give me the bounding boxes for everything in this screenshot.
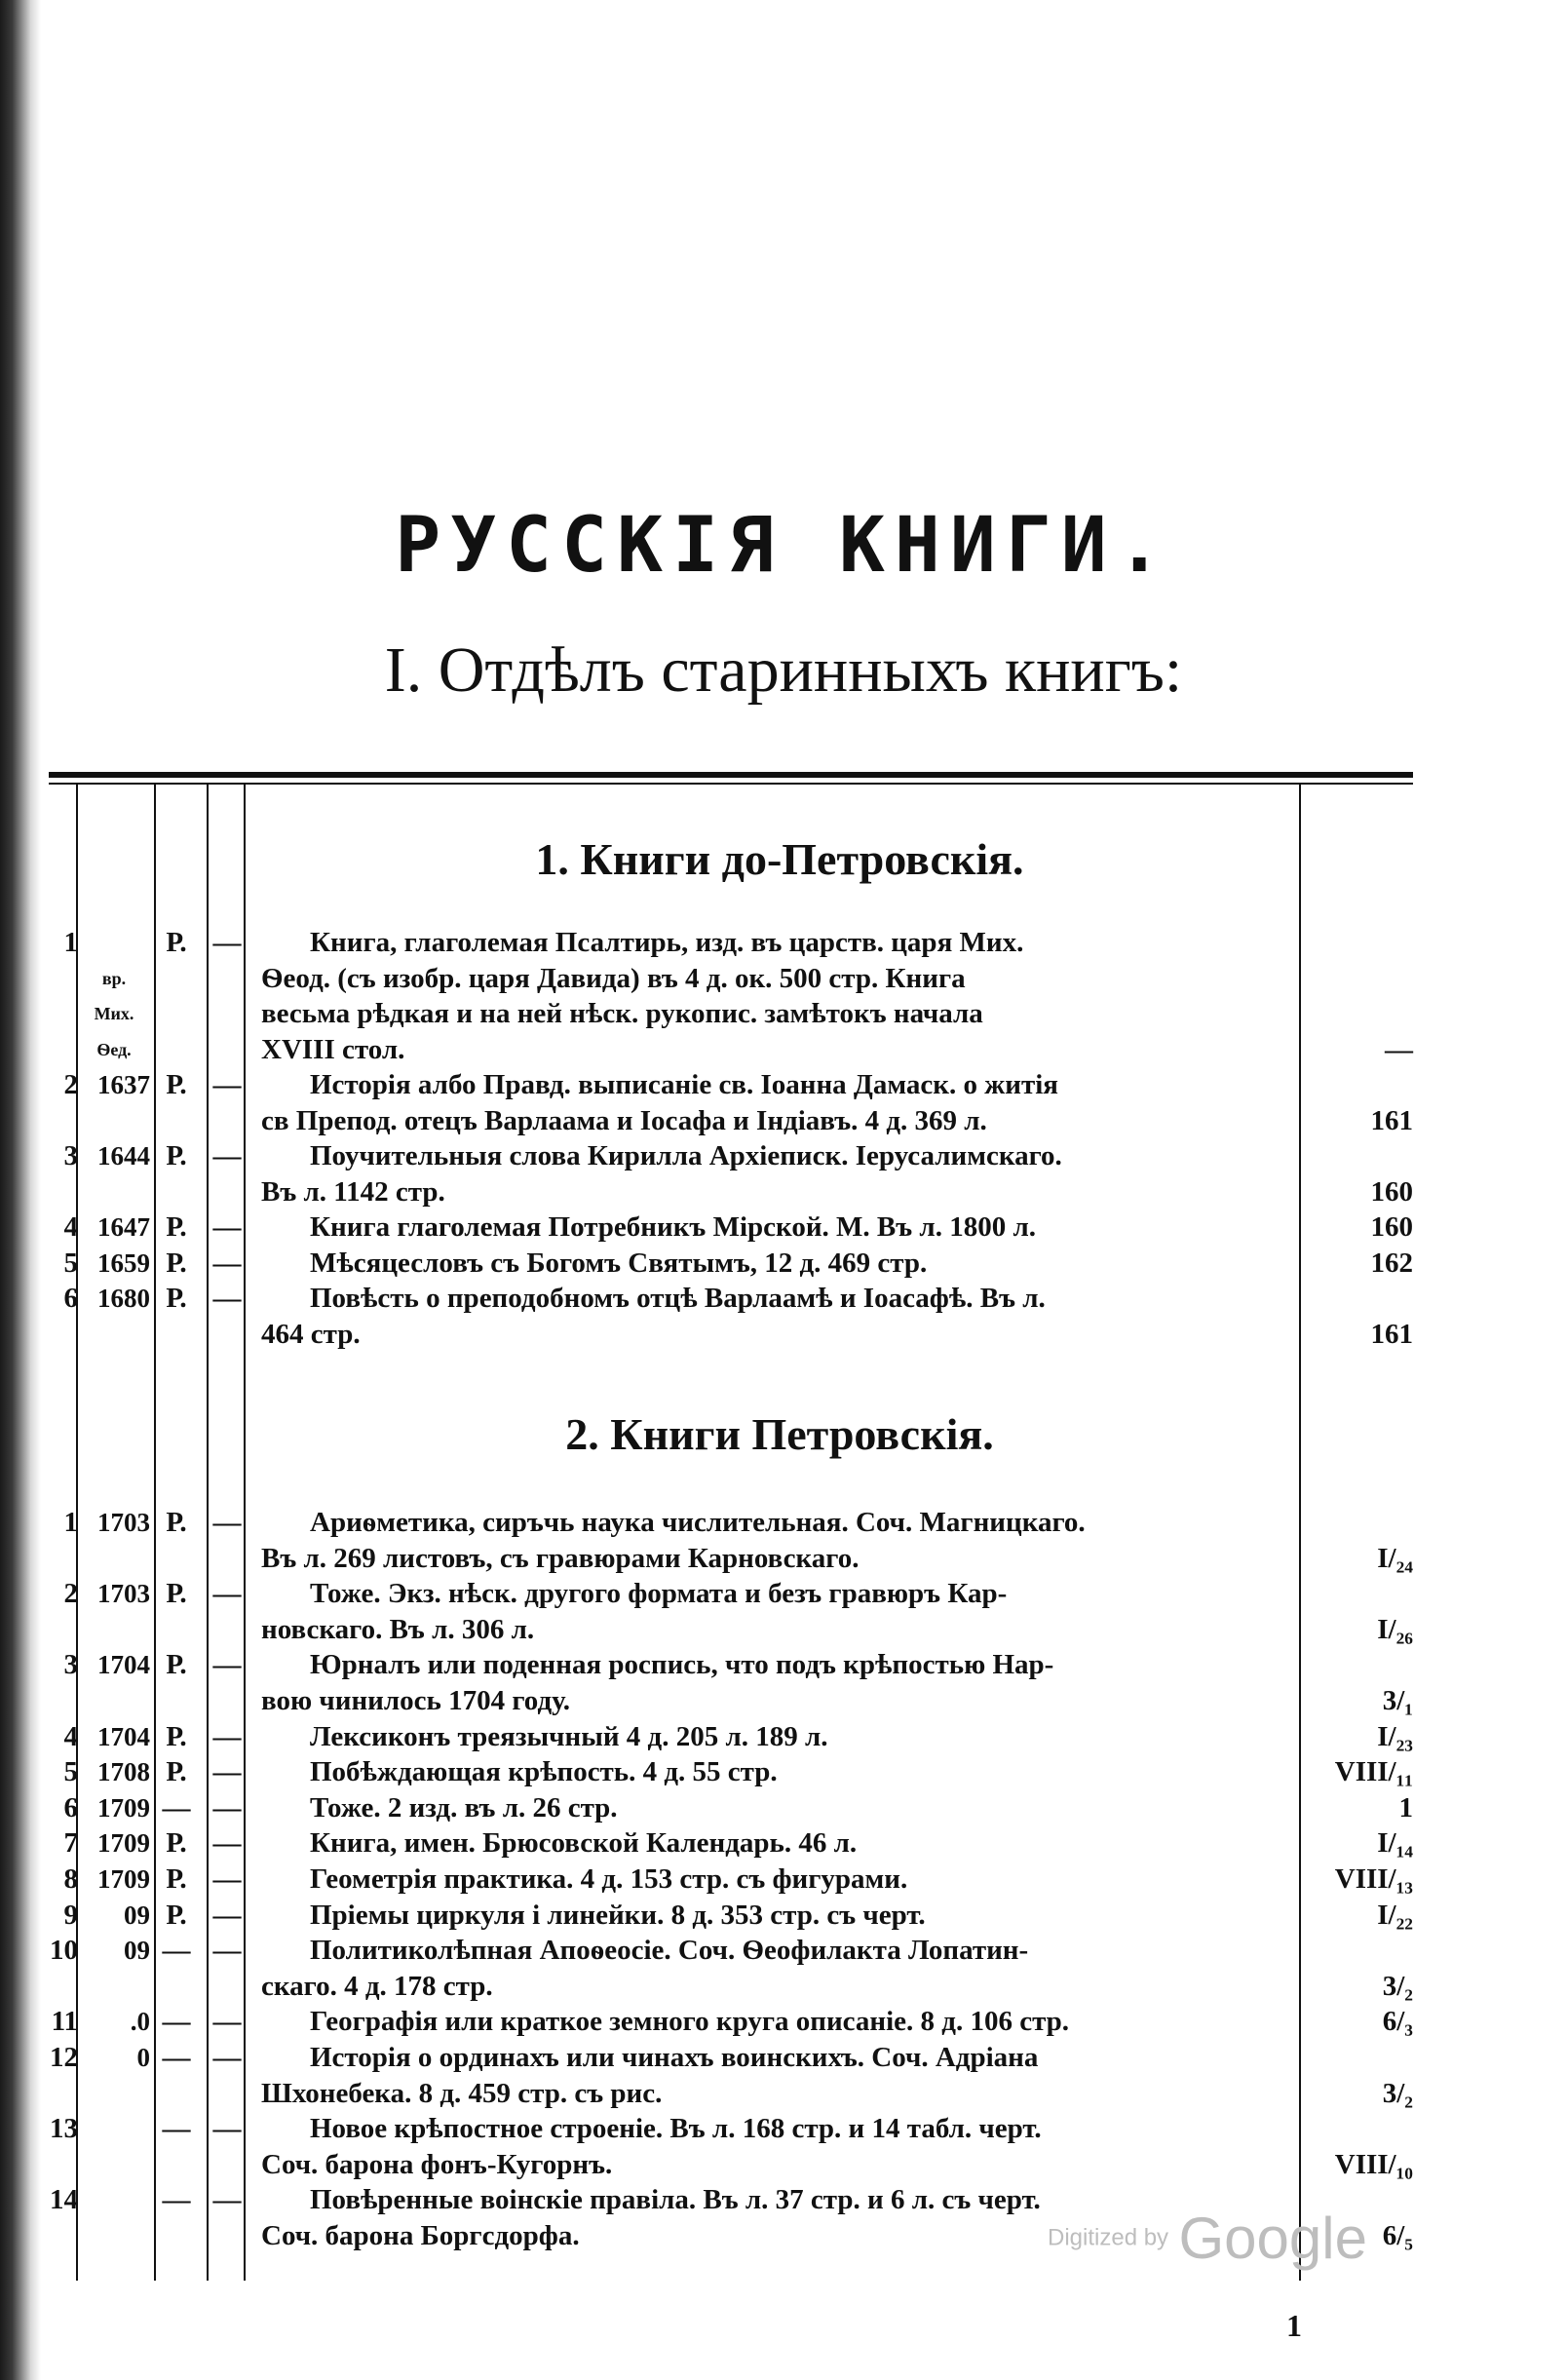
entry-dash: —: [212, 1791, 242, 1823]
entry-description: Поучительныя слова Кирилла Архіеписк. Іерусалимскаго.: [310, 1140, 1062, 1171]
entry-description: Новое крѣпостное строеніе. Въ л. 168 стр. и 14 табл. черт.: [310, 2113, 1042, 2145]
header-rule-thin: [49, 783, 1413, 785]
entry-number: 5: [63, 1756, 78, 1788]
entry-dash: —: [212, 1069, 242, 1100]
entry-reference: 3/₁: [1382, 1685, 1413, 1716]
entry-year: 1708: [97, 1757, 150, 1787]
entry-language: Р.: [166, 1827, 187, 1860]
entry-reference: 161: [1370, 1318, 1413, 1350]
entry-number: 12: [50, 2042, 78, 2073]
entry-description: Юрналъ или поденная роспись, что подъ крѣпостью Нар-: [310, 1649, 1054, 1681]
catalog-line: [0, 1033, 1567, 1066]
entry-reference: 3/₂: [1382, 1970, 1413, 2002]
catalog-line: [0, 1210, 1567, 1244]
entry-year: 1647: [97, 1212, 150, 1242]
entry-description: весьма рѣдкая и на ней нѣск. рукопис. замѣтокъ начала: [261, 998, 983, 1029]
entry-year: 1659: [97, 1248, 150, 1278]
catalog-line: [0, 1542, 1567, 1575]
entry-description: Ариѳметика, сиръчь наука числительная. Соч. Магницкаго.: [310, 1507, 1086, 1538]
entry-description: Тоже. Экз. нѣск. другого формата и безъ гравюръ Кар-: [310, 1578, 1008, 1610]
entry-description: Повѣсть о преподобномъ отцѣ Варлаамѣ и Іоасафѣ. Въ л.: [310, 1283, 1046, 1314]
entry-number: 8: [63, 1863, 78, 1895]
entry-reference: I/₂₆: [1377, 1613, 1413, 1645]
catalog-line: [0, 1899, 1567, 1932]
entry-year: 1703: [97, 1579, 150, 1609]
entry-number: 10: [50, 1935, 78, 1967]
entry-year: 1709: [97, 1828, 150, 1859]
entry-description: Исторія албо Правд. выписаніе св. Іоанна Дамаск. о житія: [310, 1069, 1058, 1100]
page-number: 1: [1286, 2308, 1302, 2343]
entry-dash: —: [212, 1507, 242, 1538]
catalog-line: [0, 1648, 1567, 1681]
entry-description: Въ л. 1142 стр.: [261, 1175, 445, 1208]
catalog-line: [0, 1577, 1567, 1610]
entry-description: Соч. барона Боргсдорфа.: [261, 2220, 580, 2251]
entry-year: 09: [124, 1900, 150, 1930]
entry-year: 1704: [97, 1650, 150, 1680]
catalog-line: [0, 2005, 1567, 2038]
catalog-line: [0, 2148, 1567, 2181]
entry-year: вр.: [101, 968, 127, 988]
entry-description: новскаго. Въ л. 306 л.: [261, 1613, 535, 1645]
catalog-line: [0, 997, 1567, 1030]
catalog-line: [0, 1720, 1567, 1753]
entry-dash: —: [212, 1578, 242, 1610]
entry-dash: —: [212, 2113, 242, 2145]
catalog-line: [0, 1862, 1567, 1896]
catalog-line: [0, 1175, 1567, 1209]
entry-language: Р.: [166, 1720, 187, 1752]
entry-year: 09: [124, 1936, 150, 1966]
entry-dash: —: [212, 2184, 242, 2216]
catalog-line: [0, 1970, 1567, 2003]
entry-year: 1709: [97, 1864, 150, 1894]
entry-language: —: [162, 2184, 191, 2216]
entry-language: Р.: [166, 1756, 187, 1788]
entry-reference: 162: [1370, 1247, 1413, 1279]
entry-number: 2: [63, 1578, 78, 1610]
watermark-logo-text: Google: [1178, 2206, 1367, 2271]
entry-number: 1: [63, 1507, 78, 1538]
catalog-line: [0, 1247, 1567, 1280]
entry-dash: —: [212, 1720, 242, 1752]
entry-number: 3: [63, 1649, 78, 1681]
entry-language: Р.: [166, 1649, 187, 1681]
entry-reference: 160: [1370, 1175, 1413, 1208]
catalog-line: [0, 1826, 1567, 1860]
catalog-line: [0, 926, 1567, 959]
entry-description: Повѣренные воінскіе правіла. Въ л. 37 стр. и 6 л. съ черт.: [310, 2184, 1041, 2216]
entry-reference: VIII/₁₀: [1334, 2148, 1413, 2180]
entry-language: —: [162, 1935, 191, 1967]
entry-year: 1644: [97, 1141, 150, 1171]
entry-number: 6: [63, 1283, 78, 1314]
entry-dash: —: [212, 1863, 242, 1895]
entry-dash: —: [212, 1283, 242, 1314]
entry-language: —: [162, 2113, 191, 2145]
group-heading: 2. Книги Петровскія.: [565, 1409, 994, 1459]
entry-dash: —: [212, 1827, 242, 1860]
entry-year: Ѳед.: [96, 1039, 132, 1059]
entry-dash: —: [212, 927, 242, 958]
entry-year: .0: [130, 2007, 150, 2037]
entry-description: Географія или краткое земного круга описаніе. 8 д. 106 стр.: [310, 2006, 1070, 2038]
entry-language: Р.: [166, 1899, 187, 1931]
entry-reference: 160: [1370, 1211, 1413, 1243]
entry-description: скаго. 4 д. 178 стр.: [261, 1970, 493, 2002]
entry-description: Политиколѣпная Апоѳеосіе. Соч. Ѳеофилакта Лопатин-: [310, 1935, 1029, 1967]
entry-description: св Препод. отецъ Варлаама и Іосафа и Індіавъ. 4 д. 369 л.: [261, 1104, 987, 1136]
header-rule-thick: [49, 772, 1413, 778]
entry-year: 1703: [97, 1508, 150, 1537]
entry-reference: I/₁₄: [1377, 1827, 1413, 1860]
entry-description: Исторія о ординахъ или чинахъ воинскихъ. Соч. Адріана: [310, 2042, 1039, 2073]
entry-dash: —: [212, 1649, 242, 1681]
catalog-line: [0, 1684, 1567, 1717]
catalog-line: [0, 1506, 1567, 1539]
entry-dash: —: [212, 2042, 242, 2073]
catalog-line: [0, 1755, 1567, 1788]
catalog-line: [0, 1613, 1567, 1646]
entry-description: Соч. барона фонъ-Кугорнъ.: [261, 2148, 613, 2180]
entry-number: 4: [63, 1211, 78, 1243]
entry-description: Книга глаголемая Потребникъ Мірской. М. Въ л. 1800 л.: [310, 1211, 1036, 1243]
catalog-line: [0, 1282, 1567, 1315]
entry-description: вою чинилось 1704 году.: [261, 1685, 570, 1716]
entry-reference: —: [1385, 1033, 1413, 1065]
entry-reference: I/₂₄: [1377, 1542, 1413, 1574]
catalog-line: [0, 1318, 1567, 1351]
entry-dash: —: [212, 1211, 242, 1243]
entry-reference: I/₂₂: [1377, 1899, 1413, 1931]
entry-language: Р.: [166, 927, 187, 958]
catalog-line: [0, 1104, 1567, 1137]
entry-language: Р.: [166, 1247, 187, 1279]
entry-description: Лексиконъ треязычный 4 д. 205 л. 189 л.: [310, 1720, 828, 1752]
entry-dash: —: [212, 1935, 242, 1967]
entry-description: Книга, имен. Брюсовской Календарь. 46 л.: [310, 1827, 858, 1860]
entry-description: Въ л. 269 листовъ, съ гравюрами Карновскаго.: [261, 1542, 860, 1574]
entry-language: Р.: [166, 1283, 187, 1314]
entry-reference: 161: [1370, 1104, 1413, 1136]
entry-description: Геометрія практика. 4 д. 153 стр. съ фигурами.: [310, 1863, 908, 1895]
digitized-watermark: [1048, 2205, 1367, 2272]
entry-number: 9: [63, 1899, 78, 1931]
entry-description: Мѣсяцесловъ съ Богомъ Святымъ, 12 д. 469 стр.: [310, 1247, 928, 1279]
entry-reference: 1: [1398, 1791, 1413, 1823]
group-heading: 1. Книги до-Петровскія.: [535, 834, 1024, 884]
page-title: РУССКIЯ КНИГИ.: [395, 502, 1172, 590]
catalog-line: [0, 2077, 1567, 2110]
catalog-line: [0, 2112, 1567, 2145]
entry-description: Пріемы циркуля і линейки. 8 д. 353 стр. съ черт.: [310, 1899, 926, 1931]
entry-description: Тоже. 2 изд. въ л. 26 стр.: [310, 1791, 618, 1823]
catalog-line: [0, 1068, 1567, 1101]
entry-language: —: [162, 2006, 191, 2038]
entry-language: —: [162, 2042, 191, 2073]
catalog-line: [0, 1934, 1567, 1967]
entry-dash: —: [212, 1756, 242, 1788]
entry-number: 5: [63, 1247, 78, 1279]
entry-number: 7: [63, 1827, 78, 1860]
entry-reference: 3/₂: [1382, 2077, 1413, 2109]
entry-number: 3: [63, 1140, 78, 1171]
entry-description: Побѣждающая крѣпость. 4 д. 55 стр.: [310, 1756, 778, 1788]
entry-description: XVIII стол.: [261, 1033, 405, 1065]
entry-dash: —: [212, 1247, 242, 1279]
watermark-small-text: Digitized by: [1048, 2224, 1169, 2251]
section-title: I. Отдѣлъ старинныхъ книгъ:: [384, 634, 1183, 706]
entry-language: Р.: [166, 1507, 187, 1538]
entry-dash: —: [212, 2006, 242, 2038]
entry-reference: VIII/₁₁: [1334, 1756, 1413, 1788]
entry-language: —: [162, 1791, 191, 1823]
entry-language: Р.: [166, 1140, 187, 1171]
entry-language: Р.: [166, 1211, 187, 1243]
entry-number: 2: [63, 1069, 78, 1100]
entry-year: Мих.: [94, 1004, 134, 1023]
entry-description: Шхонебека. 8 д. 459 стр. съ рис.: [261, 2077, 663, 2109]
entry-number: 1: [63, 927, 78, 958]
entry-dash: —: [212, 1899, 242, 1931]
entry-description: Книга, глаголемая Псалтирь, изд. въ царств. царя Мих.: [310, 927, 1024, 958]
entry-reference: 6/₅: [1382, 2220, 1413, 2251]
entry-language: Р.: [166, 1069, 187, 1100]
entry-number: 4: [63, 1720, 78, 1752]
entry-year: 1709: [97, 1792, 150, 1823]
entry-dash: —: [212, 1140, 242, 1171]
entry-year: 1637: [97, 1070, 150, 1099]
entry-year: 0: [136, 2043, 150, 2072]
entry-year: 1680: [97, 1284, 150, 1313]
entry-description: Ѳеод. (съ изобр. царя Давида) въ 4 д. ок. 500 стр. Книга: [261, 962, 966, 994]
entry-reference: I/₂₃: [1377, 1720, 1413, 1752]
entry-year: 1704: [97, 1721, 150, 1751]
catalog-line: [0, 1791, 1567, 1824]
entry-description: 464 стр.: [261, 1318, 361, 1350]
catalog-line: [0, 1139, 1567, 1172]
entry-number: 13: [50, 2113, 78, 2145]
entry-language: Р.: [166, 1863, 187, 1895]
entry-language: Р.: [166, 1578, 187, 1610]
entry-number: 11: [51, 2006, 78, 2038]
catalog-line: [0, 2041, 1567, 2074]
entry-number: 14: [50, 2184, 78, 2216]
entry-reference: VIII/₁₃: [1334, 1863, 1413, 1895]
entry-number: 6: [63, 1791, 78, 1823]
entry-reference: 6/₃: [1382, 2006, 1413, 2038]
catalog-line: [0, 962, 1567, 995]
